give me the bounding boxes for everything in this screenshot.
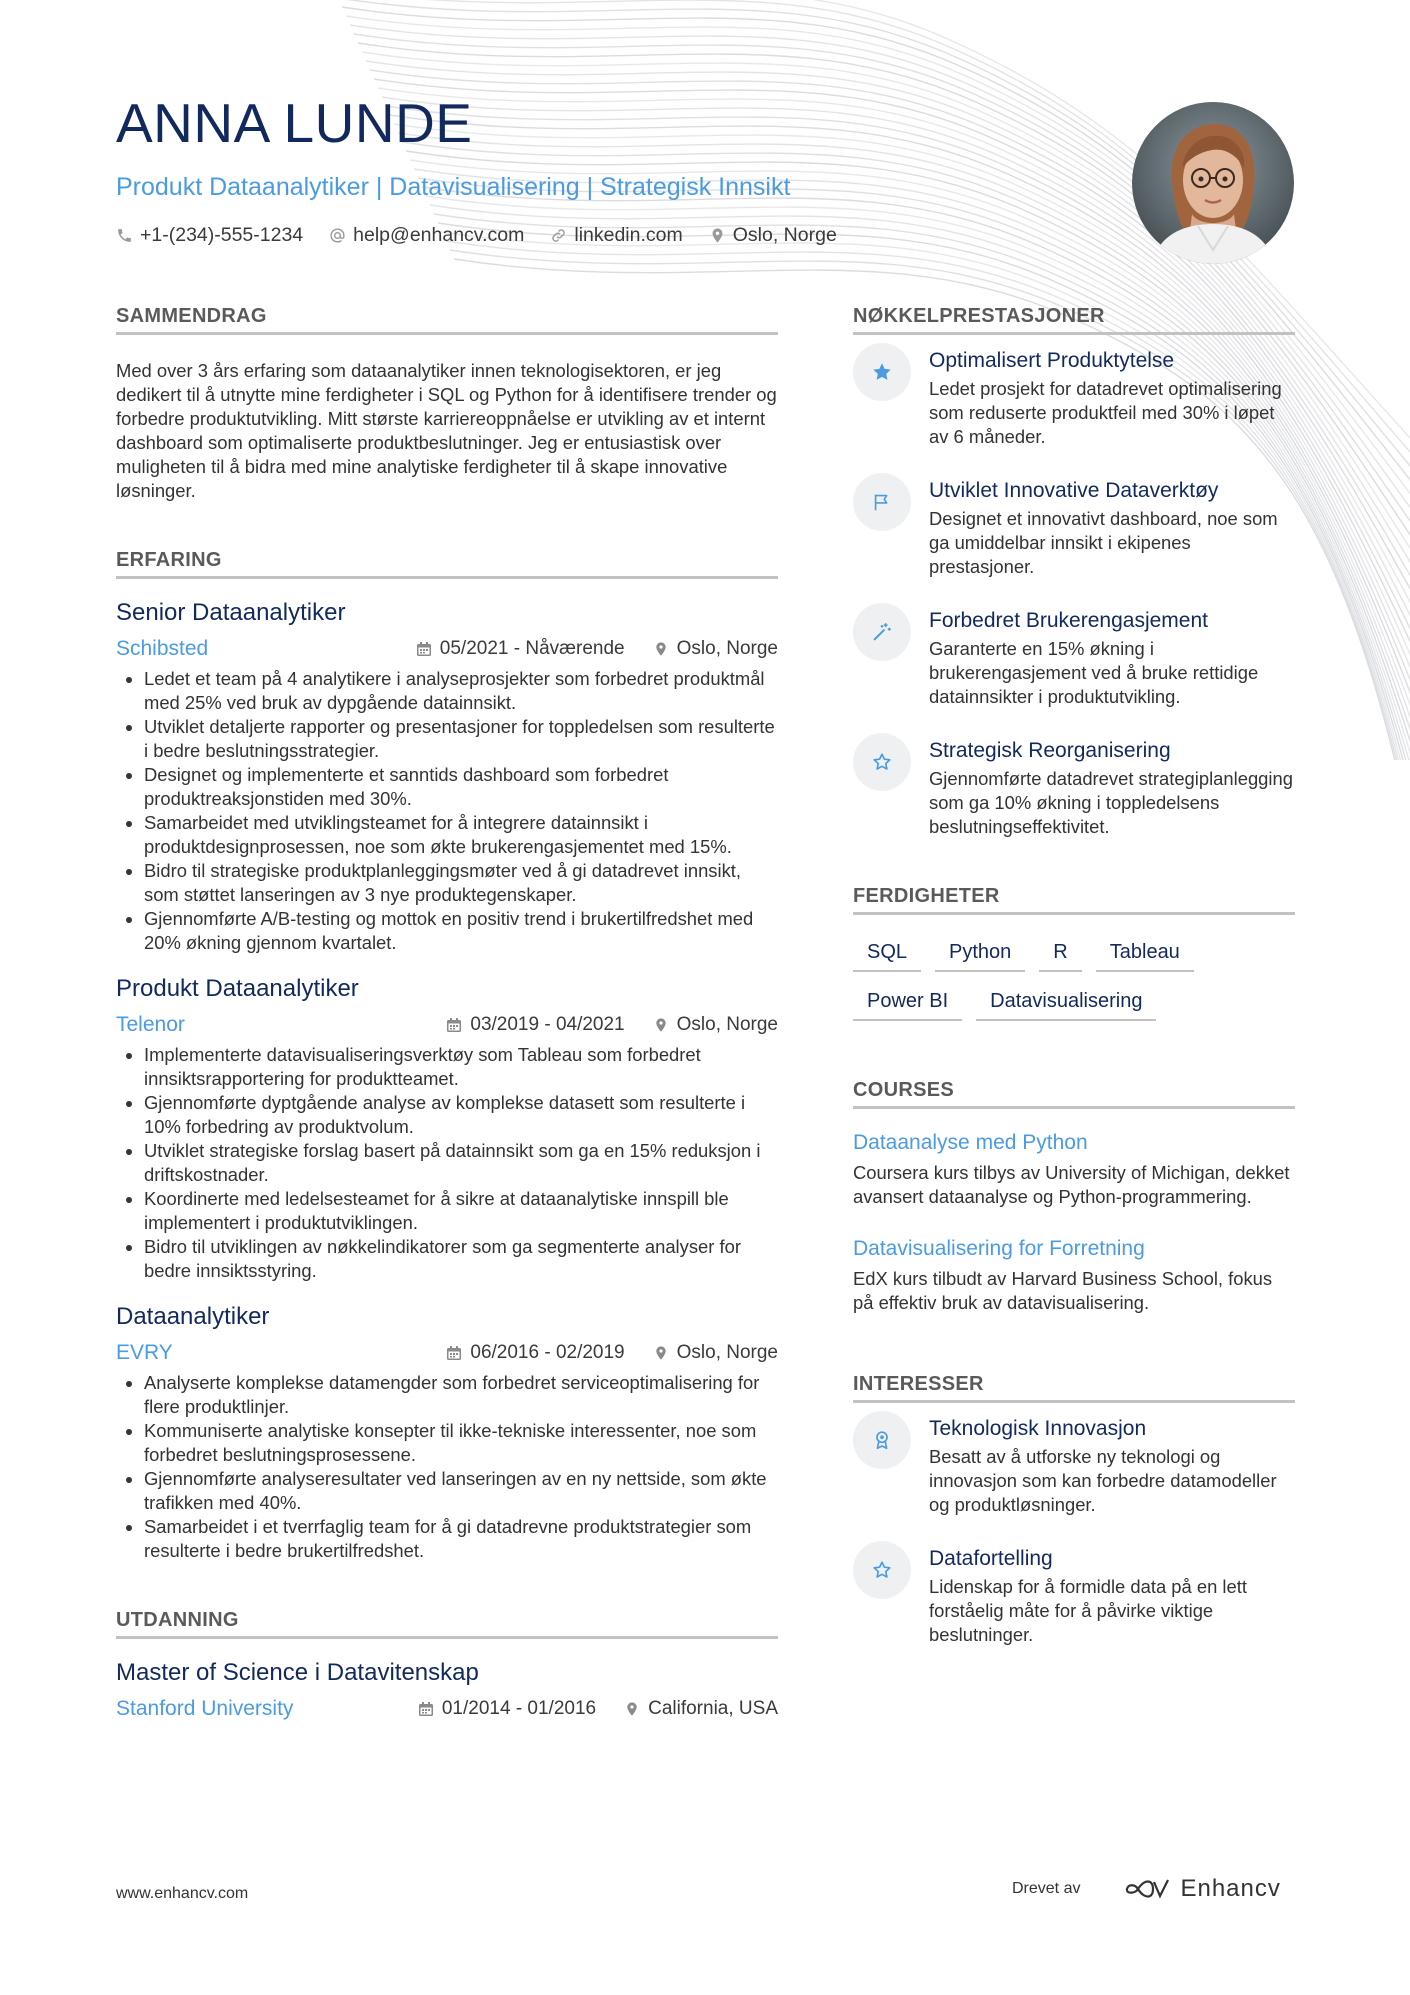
achievement-body (929, 739, 1295, 839)
achievement-body (929, 609, 1295, 709)
candidate-name: ANNA LUNDE (116, 92, 473, 154)
skills-section (853, 885, 1295, 1021)
phone-icon (116, 227, 133, 244)
course-list (853, 1131, 1295, 1315)
job-role: Produkt Dataanalytiker (116, 975, 359, 1002)
course-title: Datavisualisering for Forretning (853, 1237, 1145, 1260)
right-column (853, 305, 1295, 1647)
achievement-description: Ledet prosjekt for datadrevet optimalisering som reduserte produktfeil med 30% i løpet av 6 måneder. (929, 378, 1282, 447)
job-location (653, 1014, 778, 1036)
interest-list (853, 1417, 1295, 1647)
job-entry (116, 599, 778, 955)
course-description: Coursera kurs tilbys av University of Michigan, dekket avansert dataanalyse og Python-programmering. (853, 1162, 1290, 1207)
job-location (653, 1342, 778, 1364)
contact-linkedin[interactable] (550, 224, 682, 247)
contact-info (116, 224, 837, 247)
achievement-title: Utviklet Innovative Dataverktøy (929, 479, 1219, 502)
brand-name: Enhancv (1180, 1875, 1281, 1902)
job-location (653, 638, 778, 660)
job-meta (116, 1013, 778, 1037)
skill-list (853, 937, 1295, 1021)
interests-heading: INTERESSER (853, 1373, 1295, 1403)
experience-heading: ERFARING (116, 549, 778, 579)
location-pin-icon (653, 1017, 669, 1033)
bullet-item: • Samarbeidet i et tverrfaglig team for å gi datadrevne produktstrategier som resulterte i bedre brukertilfredshet. (144, 1515, 778, 1563)
bullet-item: • Gjennomførte dyptgående analyse av komplekse datasett som resulterte i 10% forbedring av produktvolum. (144, 1091, 778, 1139)
course-title: Dataanalyse med Python (853, 1131, 1088, 1154)
interest-title: Datafortelling (929, 1547, 1053, 1570)
flag-icon (853, 473, 911, 531)
location-pin-icon (624, 1701, 640, 1717)
bullet-item: • Gjennomførte analyseresultater ved lanseringen av en ny nettside, som økte trafikken med 40%. (144, 1467, 778, 1515)
summary-heading: SAMMENDRAG (116, 305, 778, 335)
job-dates (446, 1342, 624, 1364)
bullet-item: • Bidro til utviklingen av nøkkelindikatorer som ga segmenterte analyser for bedre innsiktsstyring. (144, 1235, 778, 1283)
job-role: Dataanalytiker (116, 1303, 270, 1330)
achievement-item (853, 349, 1295, 449)
achievement-item (853, 739, 1295, 839)
achievement-item (853, 479, 1295, 579)
job-role: Senior Dataanalytiker (116, 599, 346, 626)
achievement-description: Garanterte en 15% økning i brukerengasjement ved å bruke rettidige datainnsikter i produktutvikling. (929, 638, 1259, 707)
location-text: Oslo, Norge (732, 224, 837, 246)
achievement-title: Forbedret Brukerengasjement (929, 609, 1208, 632)
award-icon (853, 1411, 911, 1469)
job-meta (116, 637, 778, 661)
phone-number: +1-(234)-555-1234 (140, 224, 304, 246)
interest-description: Besatt av å utforske ny teknologi og innovasjon som kan forbedre datamodeller og produktløsninger. (929, 1446, 1277, 1515)
bullet-item: • Utviklet strategiske forslag basert på datainnsikt som ga en 15% reduksjon i driftskostnader. (144, 1139, 778, 1187)
footer-website[interactable]: www.enhancv.com (116, 1885, 249, 1902)
education-location (624, 1698, 778, 1720)
bullet-item: • Gjennomførte A/B-testing og mottok en positiv trend i brukertilfredshet med 20% økning gjennom kvartalet. (144, 907, 778, 955)
job-dates-text: 05/2021 - Nåværende (439, 638, 625, 659)
star-outline-icon (853, 733, 911, 791)
bullet-item: • Ledet et team på 4 analytikere i analyseprosjekter som forbedret produktmål med 25% ved bruk av dypgående datainnsikt. (144, 667, 778, 715)
job-location-text: Oslo, Norge (676, 1014, 778, 1035)
interest-item (853, 1547, 1295, 1647)
course-entry (853, 1237, 1295, 1315)
achievement-body (929, 349, 1295, 449)
course-description: EdX kurs tilbudt av Harvard Business School, fokus på effektiv bruk av datavisualisering. (853, 1268, 1273, 1313)
bullet-item: • Kommuniserte analytiske konsepter til ikke-tekniske interessenter, noe som forbedret beslutningsprosessene. (144, 1419, 778, 1467)
achievement-title: Strategisk Reorganisering (929, 739, 1171, 762)
job-entry (116, 1303, 778, 1563)
resume-header (116, 92, 837, 247)
star-filled-icon (853, 343, 911, 401)
courses-section (853, 1079, 1295, 1315)
footer-branding (1012, 1875, 1281, 1903)
star-outline-icon (853, 1541, 911, 1599)
skill-tag: Power BI (853, 986, 962, 1021)
skill-tag: SQL (853, 937, 921, 972)
location-pin-icon (653, 1345, 669, 1361)
linkedin-url[interactable]: linkedin.com (574, 224, 683, 246)
left-column (116, 305, 778, 1721)
location-pin-icon (653, 641, 669, 657)
interest-body (929, 1417, 1295, 1517)
calendar-icon (446, 1345, 462, 1361)
job-location-text: Oslo, Norge (676, 638, 778, 659)
job-dates-text: 06/2016 - 02/2019 (470, 1342, 625, 1363)
bullet-item: • Samarbeidet med utviklingsteamet for å integrere datainnsikt i produktdesignprosessen, noe som økte brukerengasjementet med 15%. (144, 811, 778, 859)
skill-tag: R (1039, 937, 1081, 972)
job-dates-text: 03/2019 - 04/2021 (470, 1014, 625, 1035)
achievement-title: Optimalisert Produktytelse (929, 349, 1175, 372)
enhancv-logo-icon (1124, 1877, 1170, 1901)
magic-wand-icon (853, 603, 911, 661)
company-name: EVRY (116, 1341, 173, 1364)
job-list (116, 599, 778, 1563)
link-icon (550, 227, 567, 244)
achievement-body (929, 479, 1295, 579)
skills-heading: FERDIGHETER (853, 885, 1295, 915)
candidate-title: Produkt Dataanalytiker | Datavisualisering | Strategisk Innsikt (116, 173, 791, 201)
contact-phone (116, 224, 303, 247)
bullet-item: • Analyserte komplekse datamengder som forbedret serviceoptimalisering for flere produktlinjer. (144, 1371, 778, 1419)
calendar-icon (416, 641, 432, 657)
education-heading: UTDANNING (116, 1609, 778, 1639)
job-bullets (116, 667, 778, 955)
bullet-item: • Designet og implementerte et sanntids dashboard som forbedret produktreaksjonstiden med 30%. (144, 763, 778, 811)
achievement-description: Gjennomførte datadrevet strategiplanlegging som ga 10% økning i toppledelsens beslutningseffektivitet. (929, 768, 1293, 837)
course-entry (853, 1131, 1295, 1209)
achievement-list (853, 349, 1295, 839)
summary-section (116, 305, 778, 503)
education-location-text: California, USA (648, 1698, 778, 1719)
job-bullets (116, 1371, 778, 1563)
bullet-item: • Utviklet detaljerte rapporter og presentasjoner for toppledelsen som resulterte i bedre beslutningsstrategier. (144, 715, 778, 763)
interest-title: Teknologisk Innovasjon (929, 1417, 1147, 1440)
skill-tag: Datavisualisering (976, 986, 1156, 1021)
interest-description: Lidenskap for å formidle data på en lett forståelig måte for å påvirke viktige beslutninger. (929, 1576, 1247, 1645)
summary-text: Med over 3 års erfaring som dataanalytiker innen teknologisektoren, er jeg dedikert til å utnytte mine ferdigheter i SQL og Python for å identifisere trender og forbedre produktutvikling. Mitt største karriereoppnåelse er utvikling av et internt dashboard som optimaliserte produktbeslutninger. Jeg er entusiastisk over muligheten til å bidra med mine analytiske ferdigheter til å skape innovative løsninger. (116, 360, 777, 501)
calendar-icon (418, 1701, 434, 1717)
job-location-text: Oslo, Norge (676, 1342, 778, 1363)
school-name: Stanford University (116, 1697, 294, 1720)
contact-location (709, 224, 837, 247)
degree-title: Master of Science i Datavitenskap (116, 1659, 479, 1686)
location-pin-icon (709, 227, 726, 244)
contact-email[interactable] (329, 224, 524, 247)
achievements-section (853, 305, 1295, 839)
bullet-item: • Implementerte datavisualiseringsverktøy som Tableau som forbedret innsiktsrapportering for produktteamet. (144, 1043, 778, 1091)
experience-section (116, 549, 778, 1563)
achievement-description: Designet et innovativt dashboard, noe som ga umiddelbar innsikt i ekipenes prestasjoner. (929, 508, 1278, 577)
skill-tag: Python (935, 937, 1025, 972)
education-dates-text: 01/2014 - 01/2016 (441, 1698, 597, 1719)
bullet-item: • Bidro til strategiske produktplanleggingsmøter ved å gi datadrevet innsikt, som støttet lanseringen av 3 nye produktegenskaper. (144, 859, 778, 907)
profile-photo (1132, 102, 1294, 264)
company-name: Schibsted (116, 637, 209, 660)
job-dates (446, 1014, 624, 1036)
education-section (116, 1609, 778, 1721)
education-entry (116, 1659, 778, 1721)
courses-heading: COURSES (853, 1079, 1295, 1109)
avatar (1132, 102, 1294, 264)
achievement-item (853, 609, 1295, 709)
job-entry (116, 975, 778, 1283)
bullet-item: • Koordinerte med ledelsesteamet for å sikre at dataanalytiske innspill ble implementert i produktutviklingen. (144, 1187, 778, 1235)
interests-section (853, 1373, 1295, 1647)
interest-body (929, 1547, 1295, 1647)
calendar-icon (446, 1017, 462, 1033)
at-icon (329, 227, 346, 244)
interest-item (853, 1417, 1295, 1517)
email-address[interactable]: help@enhancv.com (353, 224, 525, 246)
education-dates (418, 1698, 596, 1720)
company-name: Telenor (116, 1013, 185, 1036)
education-meta (116, 1697, 778, 1721)
powered-by-label: Drevet av (1012, 1880, 1081, 1897)
job-bullets (116, 1043, 778, 1283)
job-dates (416, 638, 625, 660)
achievements-heading: NØKKELPRESTASJONER (853, 305, 1295, 335)
job-meta (116, 1341, 778, 1365)
brand-logo[interactable] (1124, 1875, 1280, 1903)
skill-tag: Tableau (1096, 937, 1194, 972)
